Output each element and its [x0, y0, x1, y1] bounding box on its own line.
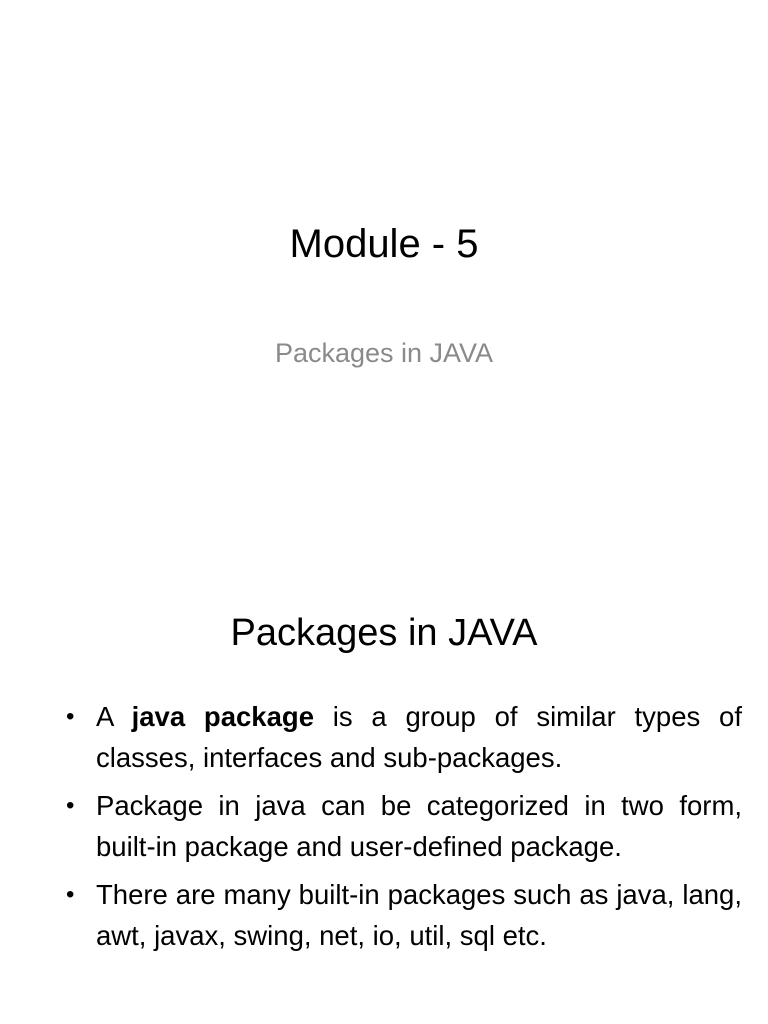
- content-slide: [0, 576, 768, 1024]
- slide-subtitle: Packages in JAVA: [274, 338, 494, 368]
- bullet-text: There are many built-in packages such as java, lang, awt, javax, swing, net, io, util, sql etc.: [96, 879, 742, 951]
- bullet-icon: •: [66, 792, 75, 819]
- bullet-bold-term: java package: [131, 701, 314, 732]
- slide-title: Module - 5: [289, 222, 479, 266]
- bullet-text-suffix: is a group of similar types of classes, interfaces and sub-packages.: [96, 701, 742, 773]
- bullet-list: [66, 696, 742, 963]
- bullet-icon: •: [66, 881, 75, 908]
- bullet-item: [66, 785, 742, 867]
- bullet-text-prefix: A: [96, 701, 132, 732]
- slide-heading: Packages in JAVA: [230, 612, 538, 654]
- bullet-item: [66, 874, 742, 956]
- bullet-item: [66, 696, 742, 778]
- bullet-text: Package in java can be categorized in two form, built-in package and user-defined package.: [96, 790, 742, 862]
- bullet-icon: •: [66, 703, 75, 730]
